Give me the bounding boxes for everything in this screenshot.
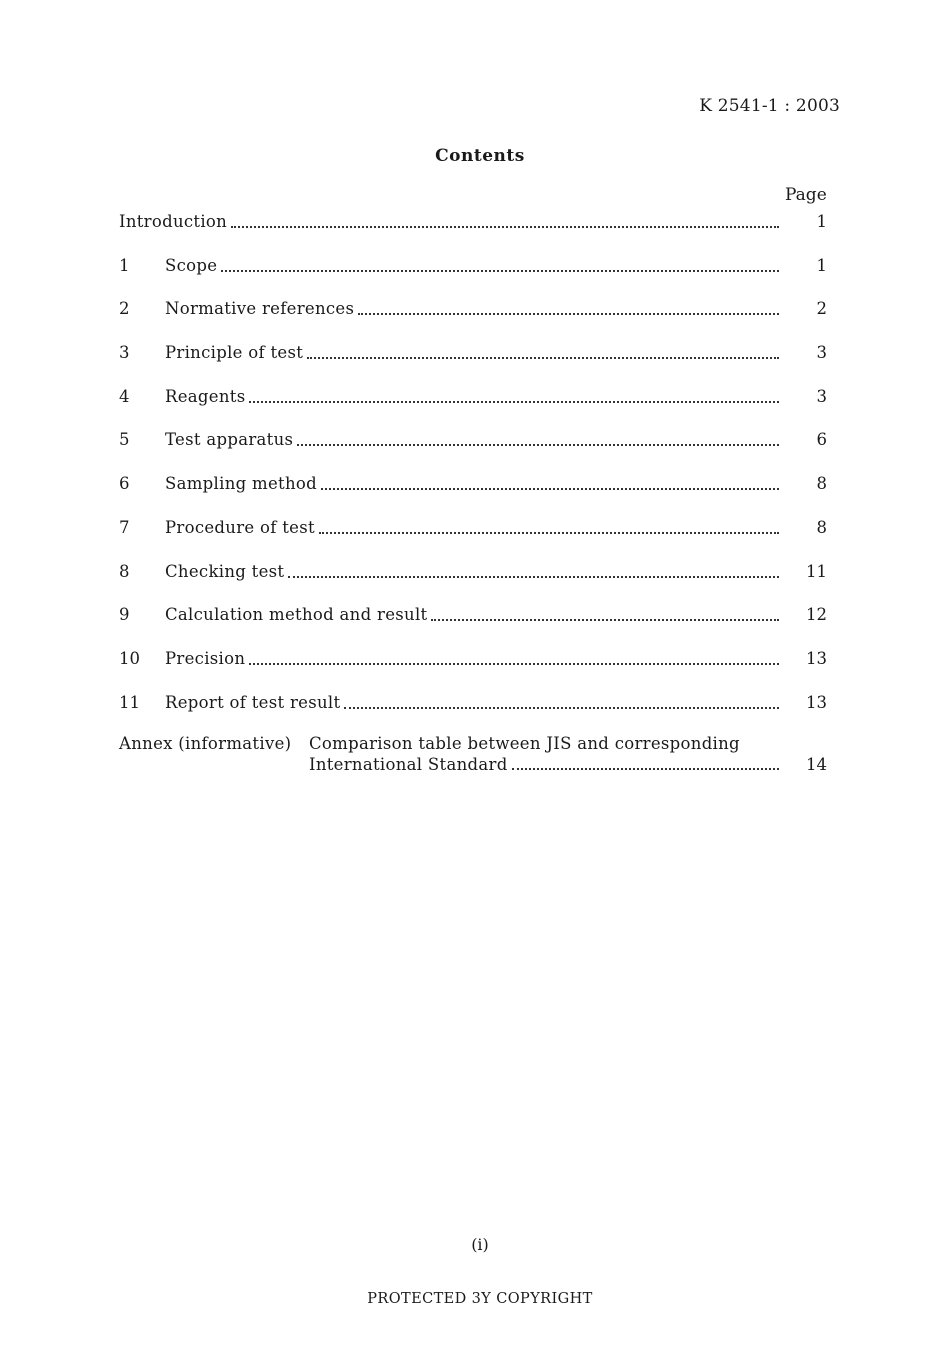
- copyright-notice: PROTECTED 3Y COPYRIGHT: [367, 1291, 593, 1307]
- toc-entry-number: 11: [119, 692, 140, 712]
- toc-entry-label: Principle of test: [165, 343, 304, 363]
- toc-entry[interactable]: [119, 693, 827, 713]
- toc-entry-label: Normative references: [165, 299, 355, 319]
- toc-entry-number: 10: [119, 648, 140, 668]
- toc-entry-label: Calculation method and result: [165, 605, 428, 625]
- dot-leader: [231, 206, 779, 228]
- toc-entry-page: 3: [816, 343, 827, 363]
- toc-entry-introduction[interactable]: [119, 212, 827, 232]
- dot-leader: [319, 512, 779, 534]
- dot-leader: [431, 599, 779, 621]
- page-column-label: Page: [785, 185, 827, 205]
- dot-leader: [249, 381, 779, 403]
- toc-entry-page: 8: [816, 517, 827, 537]
- toc-entry-number: 2: [119, 299, 130, 319]
- toc-entry-number: 4: [119, 386, 130, 406]
- toc-entry-label: Checking test: [165, 561, 285, 581]
- dot-leader: [297, 424, 779, 446]
- table-of-contents: [119, 212, 827, 774]
- toc-entry[interactable]: [119, 387, 827, 407]
- toc-entry-number: 9: [119, 605, 130, 625]
- toc-entry-number: 5: [119, 430, 130, 450]
- toc-entry-label: Test apparatus: [165, 430, 294, 450]
- toc-entry[interactable]: [119, 605, 827, 625]
- annex-label: Annex (informative): [119, 734, 292, 754]
- dot-leader: [358, 293, 779, 315]
- dot-leader: [307, 337, 779, 359]
- dot-leader: [344, 687, 779, 709]
- dot-leader: [321, 468, 779, 490]
- toc-entry[interactable]: [119, 256, 827, 276]
- toc-entry-page: 8: [816, 474, 827, 494]
- toc-entry-label: Scope: [165, 255, 218, 275]
- toc-entry-page: 6: [816, 430, 827, 450]
- toc-entry-label: Report of test result: [165, 692, 341, 712]
- toc-entry-number: 1: [119, 255, 130, 275]
- toc-entry-label: Reagents: [165, 386, 246, 406]
- toc-entry[interactable]: [119, 518, 827, 538]
- annex-title-line-1: Comparison table between JIS and corresponding: [309, 734, 740, 754]
- toc-entry-page: 12: [806, 605, 827, 625]
- toc-entry-page: 3: [816, 386, 827, 406]
- toc-entry-label: Precision: [165, 648, 246, 668]
- toc-entry-page: 2: [816, 299, 827, 319]
- dot-leader: [288, 556, 779, 578]
- contents-title: Contents: [435, 146, 525, 166]
- toc-entry-annex[interactable]: [119, 734, 827, 774]
- page-folio: (i): [471, 1235, 489, 1254]
- toc-entry-page: 1: [816, 255, 827, 275]
- toc-entry-number: 6: [119, 474, 130, 494]
- toc-entry-label: Procedure of test: [165, 517, 315, 537]
- toc-entry-page: 13: [806, 648, 827, 668]
- toc-entry[interactable]: [119, 474, 827, 494]
- annex-page: 14: [806, 755, 827, 775]
- toc-entry-page: 13: [806, 692, 827, 712]
- toc-entry-number: 8: [119, 561, 130, 581]
- toc-entry[interactable]: [119, 430, 827, 450]
- dot-leader: [512, 749, 779, 770]
- toc-entry-page: 11: [806, 561, 827, 581]
- dot-leader: [249, 643, 779, 665]
- toc-entry[interactable]: [119, 562, 827, 582]
- toc-entry-number: 7: [119, 517, 130, 537]
- toc-entry-label: Introduction: [119, 212, 228, 231]
- standard-id: K 2541-1 : 2003: [699, 96, 840, 116]
- toc-entry[interactable]: [119, 299, 827, 319]
- dot-leader: [221, 250, 779, 272]
- toc-entry[interactable]: [119, 649, 827, 669]
- toc-entry[interactable]: [119, 343, 827, 363]
- toc-entry-page: 1: [816, 212, 827, 231]
- annex-title-line-2: International Standard: [309, 755, 508, 775]
- toc-entry-number: 3: [119, 343, 130, 363]
- toc-entry-label: Sampling method: [165, 474, 318, 494]
